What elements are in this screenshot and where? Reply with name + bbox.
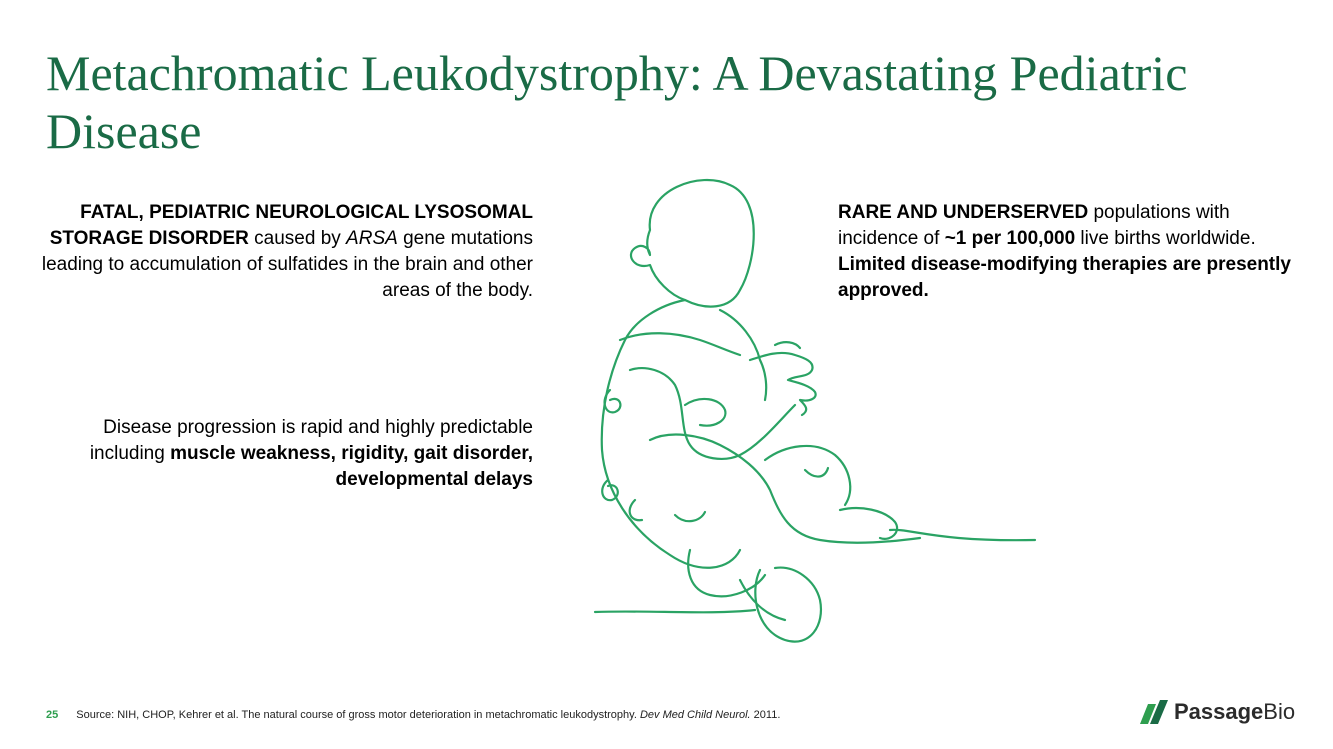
disorder-bold: FATAL, PEDIATRIC NEUROLOGICAL LYSOSOMAL STORAGE DISORDER — [49, 202, 533, 249]
progression-description — [40, 415, 533, 493]
logo-mark-icon — [1140, 700, 1168, 724]
disorder-text-a: caused by — [248, 228, 347, 249]
arsa-gene: ARSA — [346, 228, 398, 249]
incidence-text-b: live births worldwide. — [1075, 228, 1256, 249]
page-title: Metachromatic Leukodystrophy: A Devastating Pediatric Disease — [46, 45, 1188, 159]
incidence-text-a: populations with incidence of — [838, 202, 1230, 249]
logo-text-regular: Bio — [1263, 699, 1296, 724]
disorder-description — [40, 200, 533, 304]
source-journal: Dev Med Child Neurol. — [639, 709, 751, 721]
progression-bold: muscle weakness, rigidity, gait disorder, developmental delays — [170, 443, 533, 490]
logo-text — [1174, 699, 1295, 725]
source-text: Source: NIH, CHOP, Kehrer et al. The natural course of gross motor deterioration in metachromatic leukodystrophy. — [76, 709, 640, 721]
source-year: 2011. — [750, 709, 781, 721]
logo-text-bold: Passage — [1174, 699, 1264, 724]
incidence-bold-a: RARE AND UNDERSERVED — [838, 202, 1089, 223]
incidence-bold-c: Limited disease-modifying therapies are presently approved. — [838, 254, 1291, 301]
page-number: 25 — [46, 709, 59, 721]
company-logo — [1140, 697, 1295, 727]
incidence-bold-b: ~1 per 100,000 — [944, 228, 1076, 249]
disorder-text-b: gene mutations leading to accumulation of sulfatides in the brain and other areas of the body. — [41, 228, 533, 301]
progression-text: Disease progression is rapid and highly predictable including — [89, 417, 533, 464]
baby-line-art-icon — [590, 170, 1040, 660]
footer-source — [46, 708, 780, 722]
